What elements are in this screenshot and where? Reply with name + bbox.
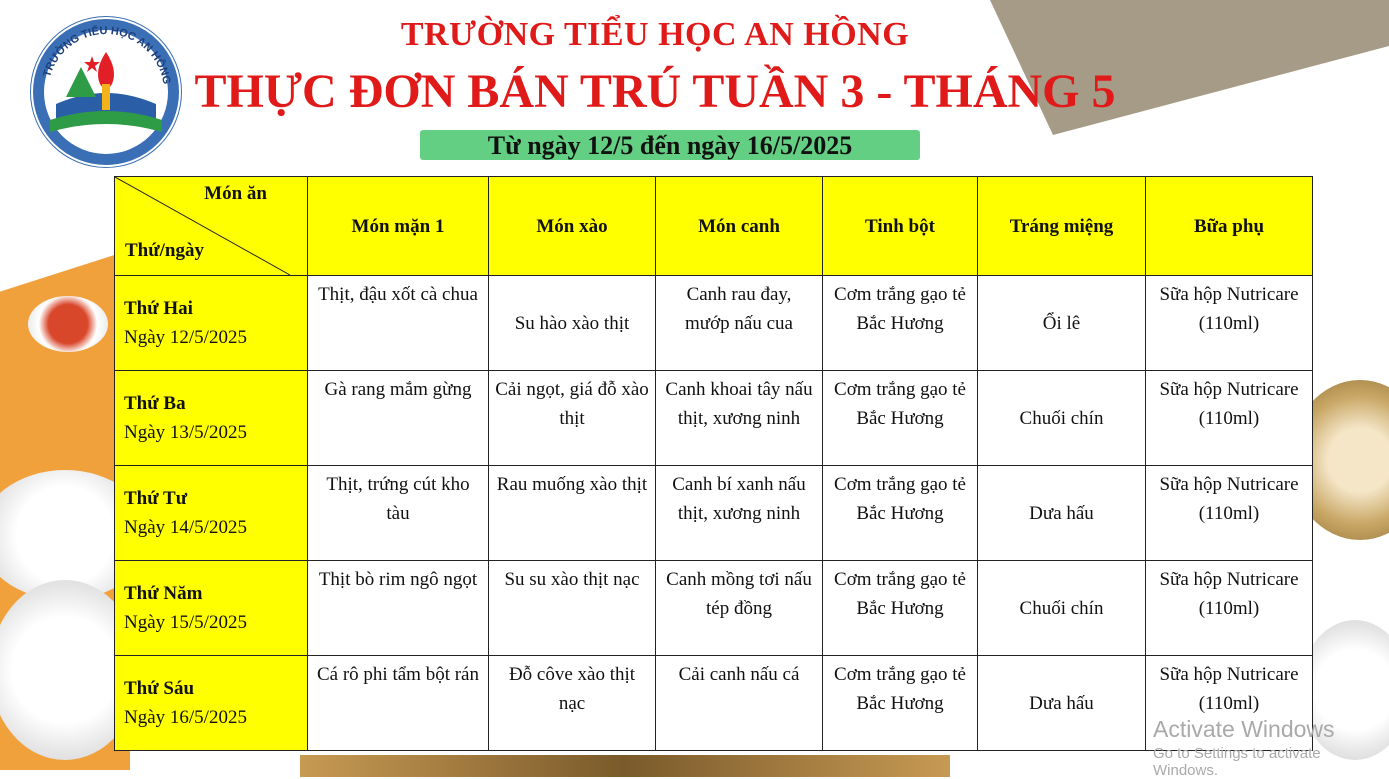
day-date: Ngày 16/5/2025 — [124, 707, 247, 728]
activate-windows-watermark — [1153, 716, 1389, 779]
dish-cell: Dưa hấu — [978, 656, 1146, 751]
table-row — [115, 656, 1313, 751]
decorative-food-strip — [300, 755, 950, 777]
dish-cell: Rau muống xào thịt — [489, 466, 656, 561]
dish-cell: Su su xào thịt nạc — [489, 561, 656, 656]
column-header: Tráng miệng — [978, 177, 1146, 276]
dish-cell: Cơm trắng gạo tẻ Bắc Hương — [823, 371, 978, 466]
dish-cell: Sữa hộp Nutricare (110ml) — [1146, 656, 1313, 751]
dish-cell: Canh khoai tây nấu thịt, xương ninh — [656, 371, 823, 466]
dish-cell: Cơm trắng gạo tẻ Bắc Hương — [823, 276, 978, 371]
day-cell — [115, 276, 308, 371]
corner-label-days: Thứ/ngày — [125, 240, 204, 261]
table-row — [115, 371, 1313, 466]
dish-cell: Thịt, đậu xốt cà chua — [308, 276, 489, 371]
corner-header-cell — [115, 177, 308, 276]
dish-cell: Sữa hộp Nutricare (110ml) — [1146, 371, 1313, 466]
dish-cell: Su hào xào thịt — [489, 276, 656, 371]
menu-table — [114, 176, 1313, 751]
table-row — [115, 276, 1313, 371]
svg-text:TRƯỜNG TIỂU HỌC AN HỒNG: TRƯỜNG TIỂU HỌC AN HỒNG — [41, 24, 173, 86]
column-header: Tinh bột — [823, 177, 978, 276]
dish-cell: Sữa hộp Nutricare (110ml) — [1146, 466, 1313, 561]
day-cell — [115, 371, 308, 466]
dish-cell: Sữa hộp Nutricare (110ml) — [1146, 276, 1313, 371]
day-cell — [115, 656, 308, 751]
watermark-subtitle: Go to Settings to activate Windows. — [1153, 745, 1321, 779]
decorative-sauce-dish — [28, 296, 108, 352]
column-header: Bữa phụ — [1146, 177, 1313, 276]
dish-cell: Chuối chín — [978, 561, 1146, 656]
day-name: Thứ Năm — [124, 583, 203, 604]
date-range-banner: Từ ngày 12/5 đến ngày 16/5/2025 — [420, 130, 920, 160]
day-cell — [115, 466, 308, 561]
day-name: Thứ Hai — [124, 298, 193, 319]
dish-cell: Chuối chín — [978, 371, 1146, 466]
dish-cell: Đỗ côve xào thịt nạc — [489, 656, 656, 751]
dish-cell: Canh mồng tơi nấu tép đồng — [656, 561, 823, 656]
watermark-title: Activate Windows — [1153, 716, 1335, 742]
column-header: Món xào — [489, 177, 656, 276]
dish-cell: Cơm trắng gạo tẻ Bắc Hương — [823, 466, 978, 561]
table-header-row — [115, 177, 1313, 276]
dish-cell: Cải canh nấu cá — [656, 656, 823, 751]
dish-cell: Thịt bò rim ngô ngọt — [308, 561, 489, 656]
school-name: TRƯỜNG TIỂU HỌC AN HỒNG — [400, 16, 910, 53]
day-name: Thứ Ba — [124, 393, 186, 414]
dish-cell: Cá rô phi tẩm bột rán — [308, 656, 489, 751]
dish-cell: Ổi lê — [978, 276, 1146, 371]
dish-cell: Gà rang mắm gừng — [308, 371, 489, 466]
dish-cell: Dưa hấu — [978, 466, 1146, 561]
day-cell — [115, 561, 308, 656]
day-name: Thứ Sáu — [124, 678, 195, 699]
day-name: Thứ Tư — [124, 488, 188, 509]
day-date: Ngày 14/5/2025 — [124, 517, 247, 538]
day-date: Ngày 12/5/2025 — [124, 327, 247, 348]
dish-cell: Sữa hộp Nutricare (110ml) — [1146, 561, 1313, 656]
dish-cell: Cơm trắng gạo tẻ Bắc Hương — [823, 656, 978, 751]
dish-cell: Canh bí xanh nấu thịt, xương ninh — [656, 466, 823, 561]
dish-cell: Cơm trắng gạo tẻ Bắc Hương — [823, 561, 978, 656]
table-row — [115, 561, 1313, 656]
day-date: Ngày 15/5/2025 — [124, 612, 247, 633]
page-title: THỰC ĐƠN BÁN TRÚ TUẦN 3 - THÁNG 5 — [194, 65, 1116, 118]
day-date: Ngày 13/5/2025 — [124, 422, 247, 443]
corner-label-dishes: Món ăn — [204, 183, 267, 204]
column-header: Món mặn 1 — [308, 177, 489, 276]
dish-cell: Cải ngọt, giá đỗ xào thịt — [489, 371, 656, 466]
dish-cell: Thịt, trứng cút kho tàu — [308, 466, 489, 561]
dish-cell: Canh rau đay, mướp nấu cua — [656, 276, 823, 371]
table-row — [115, 466, 1313, 561]
column-header: Món canh — [656, 177, 823, 276]
